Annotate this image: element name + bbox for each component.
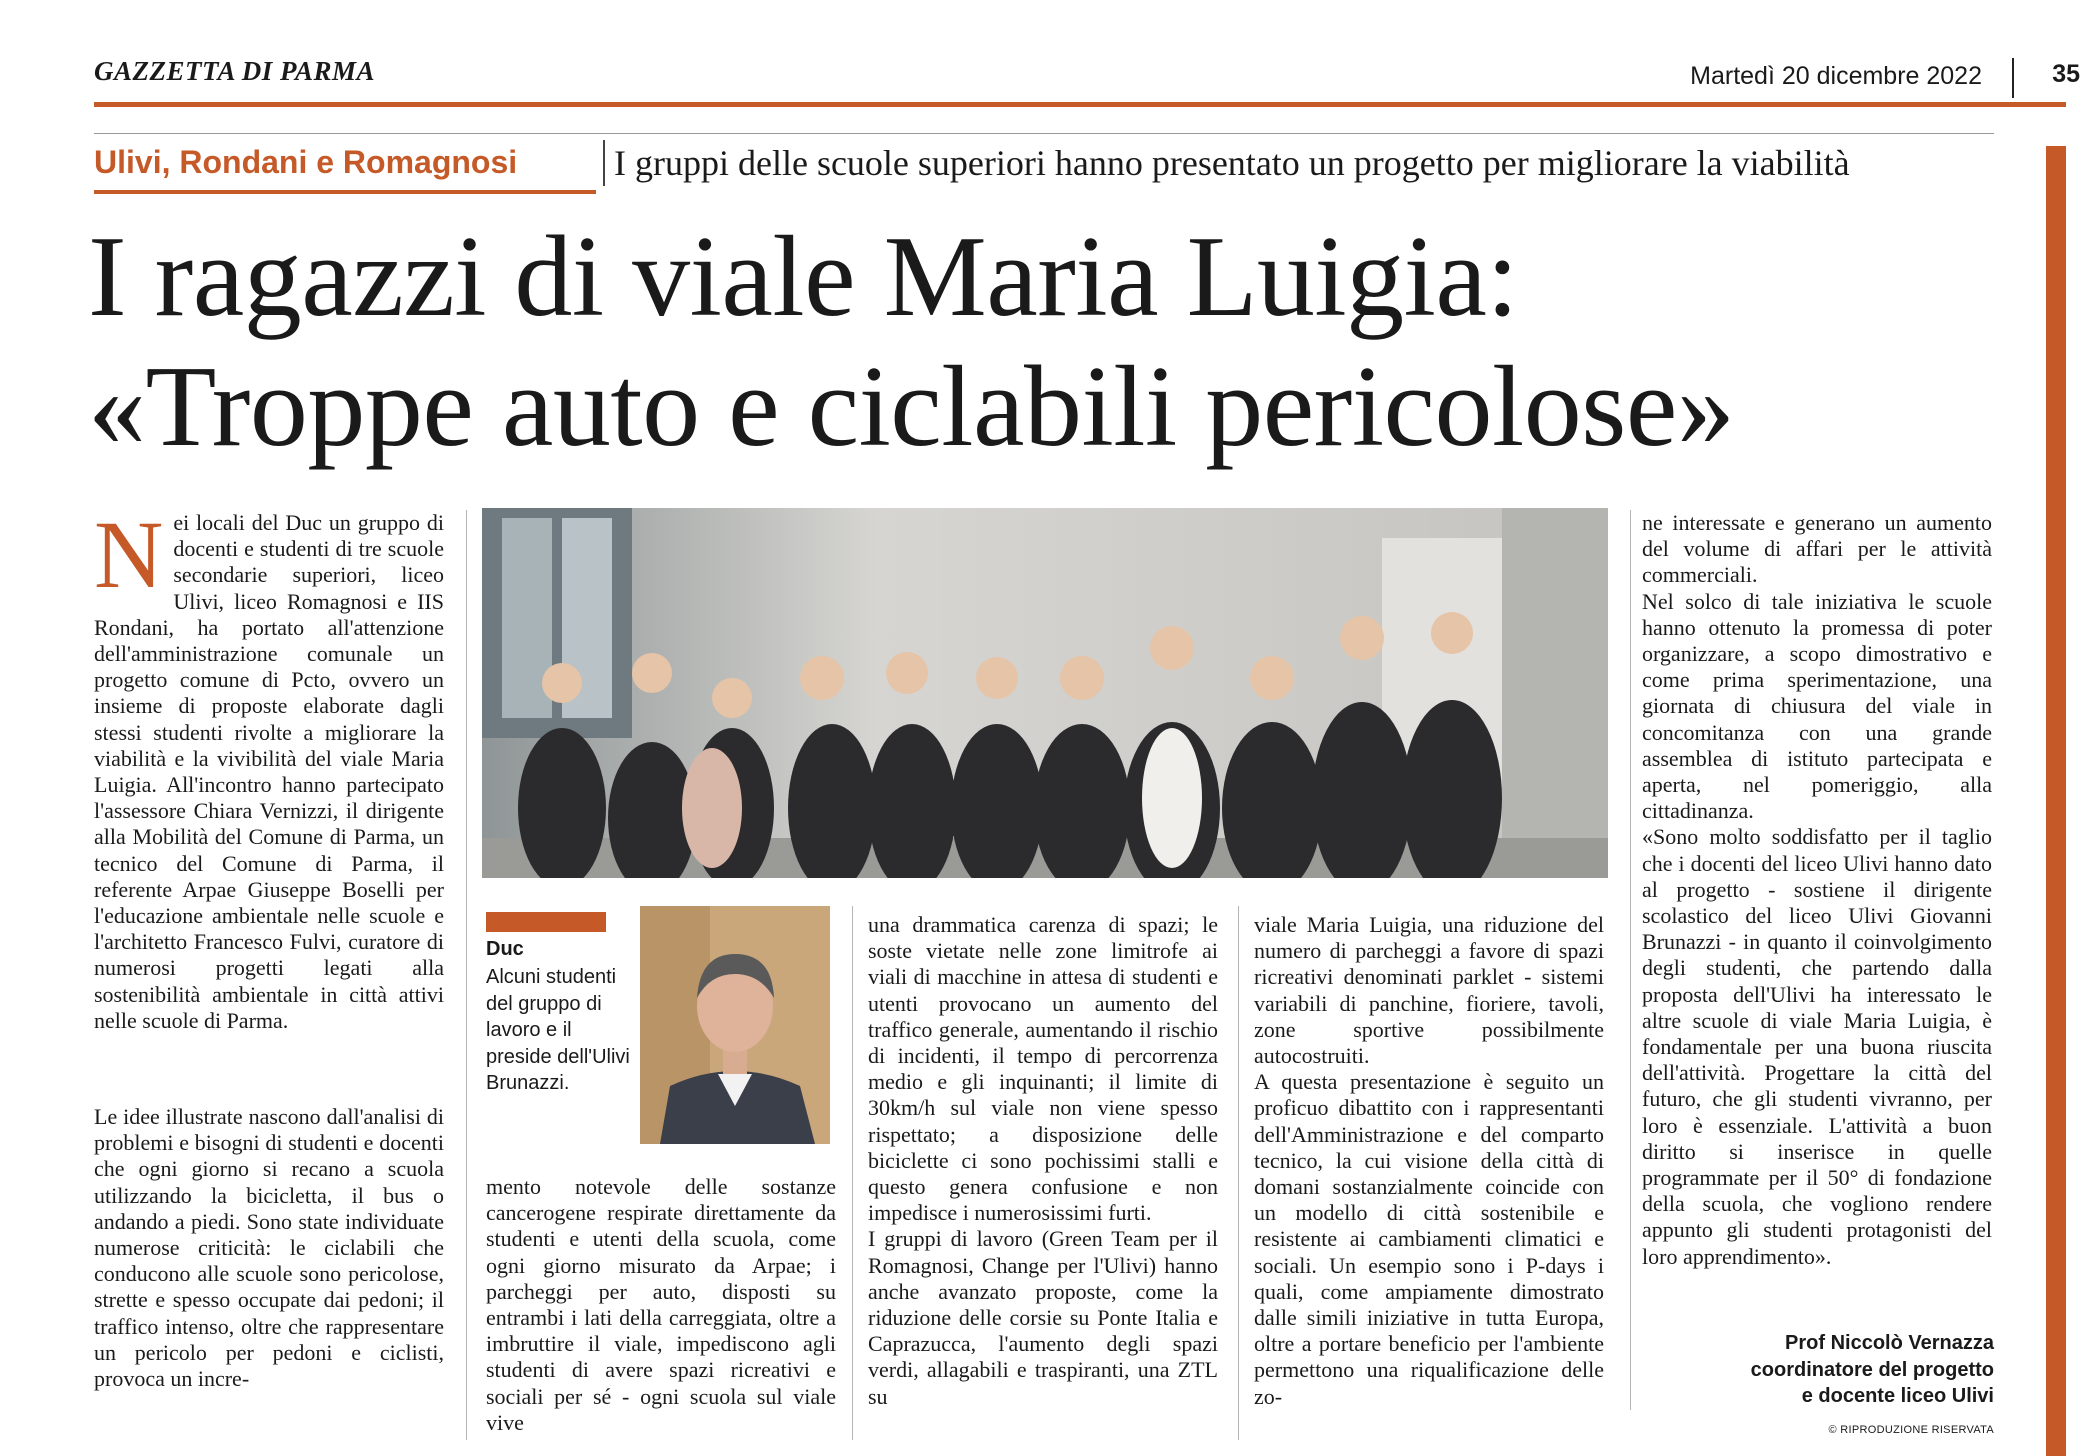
column-divider <box>852 906 853 1440</box>
page-number: 35 <box>2052 60 2080 88</box>
article-paragraph: ei locali del Duc un gruppo di docenti e studenti di tre scuole secondarie superiori, liceo Ulivi, liceo Romagnosi e IIS Rondani, ha portato all'attenzione dell'amministrazione comunale un progetto comune di Pcto, ovvero un insieme di proposte elaborate dagli stessi studenti rivolte a migliorare la viabilità e la vivibilità del viale Maria Luigia. All'incontro hanno partecipato l'assessore Chiara Vernizzi, il dirigente alla Mobilità del Comune di Parma, un tecnico del Comune di Parma, il referente Arpae Giuseppe Boselli per l'educazione ambientale nelle scuole e l'architetto Francesco Fulvi, curatore di numerosi progetti legati alla sostenibilità ambientale in città attivi nelle scuole di Parma. <box>94 510 444 1033</box>
masthead: GAZZETTA DI PARMA <box>94 56 376 86</box>
kicker-underline <box>94 190 596 194</box>
article-column-6 <box>1642 510 1992 1270</box>
article-paragraph: «Sono molto soddisfatto per il taglio che i docenti del liceo Ulivi hanno dato al progetto - sostiene il dirigente scolastico del liceo Ulivi Giovanni Brunazzi - in quanto il coinvolgimento degli studenti, che partendo dalla proposta dell'Ulivi ha interessato le altre scuole di viale Maria Luigia, è fondamentale per una buona riuscita dell'attività. Progettare la città del futuro, che gli studenti vivranno, per loro è essenziale. L'attività a buon diritto si inserisce in quelle programmate per il 50° di fondazione della scuola, che vogliono rendere appunto gli studenti protagonisti del loro apprendimento». <box>1642 824 1992 1269</box>
article-paragraph: Nel solco di tale iniziativa le scuole hanno ottenuto la promessa di poter organizzare, a scopo dimostrativo e come prima sperimentazione, una giornata di chiusura del viale in concomitanza con una grande assemblea di istituto partecipata e aperta, nel pomeriggio, alla cittadinanza. <box>1642 588 1992 824</box>
author-signature <box>1600 1330 1994 1410</box>
caption-text: Alcuni studenti del gruppo di lavoro e il preside dell'Ulivi Brunazzi. <box>486 966 630 1094</box>
article-paragraph: ne interessate e generano un aumento del volume di affari per le attività commerciali. <box>1642 510 1992 588</box>
article-headline <box>88 212 2008 472</box>
article-paragraph: I gruppi di lavoro (Green Team per il Romagnosi, Change per l'Ulivi) hanno anche avanzato proposte, come la riduzione delle corsie su Ponte Italia e Caprazucca, l'aumento degli spazi verdi, allagabili e traspiranti, una ZTL su <box>868 1226 1218 1409</box>
copyright-notice: © RIPRODUZIONE RISERVATA <box>1828 1424 1994 1436</box>
kicker-rule <box>94 133 1994 134</box>
article-column-1-continued <box>94 1104 444 1392</box>
issue-date: Martedì 20 dicembre 2022 <box>1690 62 1982 90</box>
column-divider <box>1238 906 1239 1440</box>
article-kicker: Ulivi, Rondani e Romagnosi <box>94 144 518 180</box>
column-divider <box>466 510 467 1440</box>
article-paragraph: mento notevole delle sostanze cancerogene respirate direttamente da studenti e utenti della scuola, come ogni giorno misurato da Arpae; i parcheggi per auto, disposti su entrambi i lati della carreggiata, oltre a imbruttire il viale, impediscono agli studenti di avere spazi ricreativi e sociali per sé - ogni scuola sul viale vive <box>486 1174 836 1435</box>
column-divider <box>1630 510 1631 1410</box>
caption-accent-bar <box>486 912 606 932</box>
drop-cap: N <box>94 501 164 608</box>
principal-portrait <box>640 906 830 1144</box>
article-paragraph: una drammatica carenza di spazi; le soste vietate nelle zone limitrofe ai viali di macchine in attesa di studenti e utenti provocano un aumento del traffico generale, aumentando il rischio di incidenti, il tempo di percorrenza medio e gli inquinanti; il limite di 30km/h sul viale non viene spesso rispettato; a disposizione delle biciclette ci sono pochissimi stalli e questo genera confusione e non impedisce i numerosissimi furti. <box>868 912 1218 1226</box>
signature-role: e docente liceo Ulivi <box>1801 1385 1994 1407</box>
headline-line-1: I ragazzi di viale Maria Luigia: <box>88 213 1519 341</box>
page-edge-bar <box>2046 146 2066 1456</box>
signature-role: coordinatore del progetto <box>1750 1358 1994 1381</box>
group-photo <box>482 508 1608 878</box>
caption-title: Duc <box>486 938 524 960</box>
article-paragraph: Le idee illustrate nascono dall'analisi di problemi e bisogni di studenti e docenti che ogni giorno si recano a scuola utilizzando la bicicletta, il bus o andando a piedi. Sono state individuate numerose criticità: le ciclabili che conducono alle scuole sono pericolose, strette e spesso occupate dai pedoni; il traffico intenso, oltre che rappresentare un pericolo per pedoni e ciclisti, provoca un incre- <box>94 1104 444 1392</box>
article-paragraph: viale Maria Luigia, una riduzione del numero di parcheggi a favore di spazi ricreativi denominati parklet - sistemi variabili di panchine, fioriere, tavoli, zone sportive possibilmente autocostruiti. <box>1254 912 1604 1069</box>
article-column-1 <box>94 501 444 1034</box>
page-number-divider <box>2012 58 2014 98</box>
signature-name: Prof Niccolò Vernazza <box>1785 1332 1994 1354</box>
article-column-3 <box>486 1174 836 1436</box>
article-subhead: I gruppi delle scuole superiori hanno presentato un progetto per migliorare la viabilità <box>614 143 1850 183</box>
article-paragraph: A questa presentazione è seguito un proficuo dibattito con i rappresentanti dell'Amministrazione e del comparto tecnico, la cui visione della città di domani sostanzialmente coincide con un modello di città sostenibile e resistente ai cambiamenti climatici e sociali. Un esempio sono i P-days i quali, come ampiamente dimostrato dalle simili iniziative in tutta Europa, oltre a portare beneficio per l'ambiente permettono una riqualificazione delle zo- <box>1254 1069 1604 1409</box>
masthead-rule <box>94 102 2066 107</box>
article-column-5 <box>1254 912 1604 1410</box>
headline-line-2: «Troppe auto e ciclabili pericolose» <box>88 343 1735 471</box>
article-column-4 <box>868 912 1218 1410</box>
kicker-divider <box>603 140 605 186</box>
